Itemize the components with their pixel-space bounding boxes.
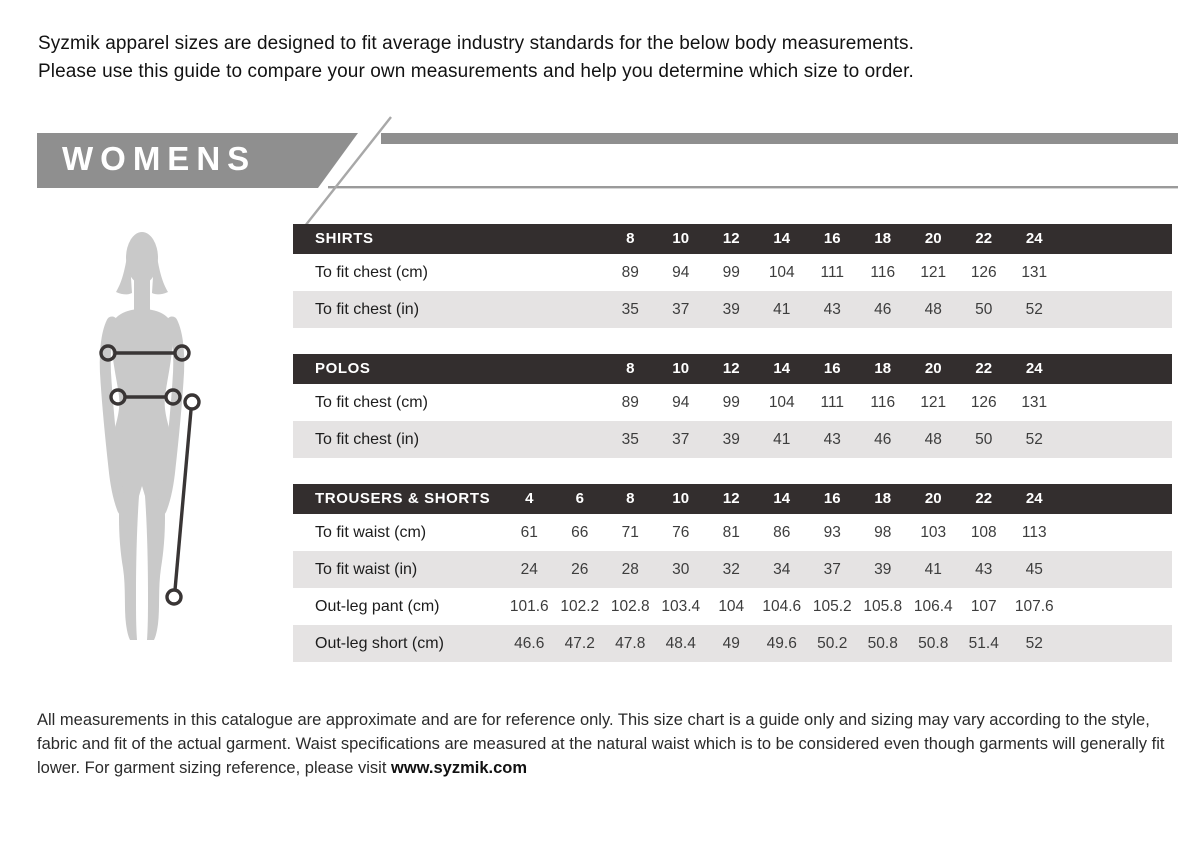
size-header-cell: 10 [672, 360, 690, 377]
value-cell: 81 [722, 524, 740, 541]
value-cell: 50 [975, 431, 993, 448]
row-filler [1060, 291, 1173, 328]
value-cell: 32 [722, 561, 740, 578]
value-cell: 101.6 [509, 598, 549, 615]
size-table-polos [293, 354, 1172, 458]
size-header-cell: 18 [874, 490, 892, 507]
row-filler [1060, 588, 1173, 625]
value-cell [504, 254, 555, 291]
value-cell: 104 [718, 598, 745, 615]
value-cell: 37 [823, 561, 841, 578]
value-cell: 102.2 [560, 598, 600, 615]
value-cell: 104.6 [762, 598, 802, 615]
value-cell: 45 [1025, 561, 1043, 578]
size-header-cell: 24 [1025, 360, 1043, 377]
size-header-cell: 18 [874, 230, 892, 247]
value-cell: 52 [1025, 301, 1043, 318]
size-header-cell: 20 [924, 360, 942, 377]
table-title: SHIRTS [315, 230, 374, 247]
value-cell: 131 [1021, 394, 1048, 411]
table-row [293, 291, 1172, 328]
value-cell: 43 [975, 561, 993, 578]
table-row [293, 384, 1172, 421]
value-cell: 111 [820, 394, 845, 411]
value-cell: 52 [1025, 635, 1043, 652]
value-cell [504, 291, 555, 328]
value-cell: 43 [823, 431, 841, 448]
female-body-silhouette-icon [105, 232, 179, 640]
row-filler [1060, 514, 1173, 551]
size-table-shirts [293, 224, 1172, 328]
table-header-row [293, 484, 1172, 514]
row-label: Out-leg pant (cm) [315, 598, 440, 615]
value-cell: 30 [672, 561, 690, 578]
size-header-cell: 16 [823, 360, 841, 377]
disclaimer-body: All measurements in this catalogue are approximate and are for reference only. This size chart is a guide only and sizing may vary according to the style, fabric and fit of the actual garment. Waist specifications are measured at the natural waist which is to be considered even though garments will generally fit lower. For garment sizing reference, please visit [37, 711, 1165, 777]
size-header-cell: 14 [773, 230, 791, 247]
value-cell: 52 [1025, 431, 1043, 448]
womens-banner [0, 112, 1202, 230]
value-cell: 49 [722, 635, 740, 652]
size-header-cell: 22 [975, 360, 993, 377]
size-header-cell: 20 [924, 230, 942, 247]
intro-line-1: Syzmik apparel sizes are designed to fit average industry standards for the below body measurements. [38, 33, 915, 54]
size-header-cell: 14 [773, 360, 791, 377]
value-cell: 41 [773, 431, 791, 448]
size-header-cell: 8 [626, 490, 635, 507]
value-cell: 47.2 [564, 635, 595, 652]
value-cell: 51.4 [968, 635, 999, 652]
value-cell: 111 [820, 264, 845, 281]
size-header-cell: 12 [722, 360, 740, 377]
value-cell: 94 [672, 394, 690, 411]
size-table-trousers-shorts [293, 484, 1172, 662]
row-filler [1060, 551, 1173, 588]
value-cell: 46 [874, 431, 892, 448]
value-cell: 113 [1021, 524, 1047, 541]
row-label: To fit chest (in) [315, 301, 420, 318]
size-header-cell: 6 [575, 490, 584, 507]
value-cell: 108 [970, 524, 997, 541]
value-cell: 41 [773, 301, 791, 318]
size-header-cell [555, 354, 606, 384]
value-cell: 43 [823, 301, 841, 318]
value-cell: 103 [920, 524, 947, 541]
size-header-cell: 24 [1025, 490, 1043, 507]
value-cell: 126 [970, 394, 997, 411]
value-cell [555, 254, 606, 291]
size-header-cell: 24 [1025, 230, 1043, 247]
size-header-cell [555, 224, 606, 254]
size-header-cell: 10 [672, 490, 690, 507]
size-header-cell: 20 [924, 490, 942, 507]
row-label: To fit chest (in) [315, 431, 420, 448]
value-cell: 98 [874, 524, 892, 541]
size-header-cell: 10 [672, 230, 690, 247]
value-cell: 104 [768, 264, 795, 281]
row-filler [1060, 625, 1173, 662]
value-cell: 76 [672, 524, 690, 541]
table-row [293, 254, 1172, 291]
size-header-cell [504, 354, 555, 384]
value-cell: 35 [621, 301, 639, 318]
value-cell: 37 [672, 301, 690, 318]
value-cell: 116 [870, 264, 896, 281]
value-cell: 48 [924, 301, 942, 318]
value-cell: 41 [924, 561, 942, 578]
row-filler [1060, 384, 1173, 421]
value-cell: 105.8 [863, 598, 903, 615]
size-header-cell: 8 [626, 360, 635, 377]
value-cell: 50.2 [817, 635, 848, 652]
row-label: To fit waist (cm) [315, 524, 427, 541]
table-row [293, 551, 1172, 588]
value-cell: 71 [621, 524, 639, 541]
value-cell: 131 [1021, 264, 1048, 281]
intro-line-2: Please use this guide to compare your own measurements and help you determine which size to order. [38, 61, 914, 82]
value-cell: 34 [773, 561, 791, 578]
size-header-cell: 14 [773, 490, 791, 507]
value-cell [555, 421, 606, 458]
row-label: Out-leg short (cm) [315, 635, 444, 652]
row-label: To fit chest (cm) [315, 264, 428, 281]
value-cell: 24 [520, 561, 538, 578]
value-cell: 102.8 [610, 598, 650, 615]
size-header-cell: 16 [823, 490, 841, 507]
value-cell: 116 [870, 394, 896, 411]
value-cell: 107 [970, 598, 997, 615]
value-cell: 107.6 [1014, 598, 1054, 615]
value-cell: 46 [874, 301, 892, 318]
header-filler [1060, 484, 1173, 514]
disclaimer-text [37, 708, 1183, 780]
value-cell [555, 384, 606, 421]
value-cell [555, 291, 606, 328]
value-cell: 121 [920, 264, 947, 281]
value-cell: 39 [722, 431, 740, 448]
table-row [293, 588, 1172, 625]
size-header-cell: 12 [722, 490, 740, 507]
size-header-cell: 12 [722, 230, 740, 247]
row-filler [1060, 421, 1173, 458]
value-cell: 93 [823, 524, 841, 541]
value-cell: 50.8 [867, 635, 898, 652]
row-label: To fit waist (in) [315, 561, 418, 578]
value-cell: 105.2 [812, 598, 852, 615]
value-cell: 61 [520, 524, 538, 541]
value-cell: 121 [920, 394, 947, 411]
row-label: To fit chest (cm) [315, 394, 428, 411]
value-cell: 106.4 [913, 598, 953, 615]
table-row [293, 514, 1172, 551]
size-header-cell: 18 [874, 360, 892, 377]
size-header-cell: 22 [975, 230, 993, 247]
value-cell: 50.8 [918, 635, 949, 652]
syzmik-link[interactable]: www.syzmik.com [391, 759, 528, 777]
female-silhouette-figure [70, 216, 300, 646]
value-cell: 48 [924, 431, 942, 448]
value-cell: 50 [975, 301, 993, 318]
value-cell: 37 [672, 431, 690, 448]
table-header-row [293, 354, 1172, 384]
value-cell: 126 [970, 264, 997, 281]
table-row [293, 625, 1172, 662]
value-cell: 94 [672, 264, 690, 281]
size-tables [293, 224, 1172, 688]
value-cell: 28 [621, 561, 639, 578]
value-cell: 89 [621, 264, 639, 281]
value-cell: 66 [571, 524, 589, 541]
size-header-cell: 4 [525, 490, 534, 507]
value-cell [504, 421, 555, 458]
value-cell: 99 [722, 264, 740, 281]
table-row [293, 421, 1172, 458]
size-header-cell: 8 [626, 230, 635, 247]
table-title: POLOS [315, 360, 371, 377]
value-cell: 86 [773, 524, 791, 541]
value-cell: 48.4 [665, 635, 696, 652]
value-cell: 46.6 [514, 635, 545, 652]
table-title: TROUSERS & SHORTS [315, 490, 491, 507]
value-cell: 104 [768, 394, 795, 411]
header-filler [1060, 354, 1173, 384]
intro-text [38, 30, 1158, 86]
table-header-row [293, 224, 1172, 254]
value-cell: 39 [874, 561, 892, 578]
row-filler [1060, 254, 1173, 291]
header-filler [1060, 224, 1173, 254]
value-cell [504, 384, 555, 421]
value-cell: 49.6 [766, 635, 797, 652]
value-cell: 35 [621, 431, 639, 448]
value-cell: 47.8 [615, 635, 646, 652]
size-header-cell: 22 [975, 490, 993, 507]
size-header-cell [504, 224, 555, 254]
value-cell: 99 [722, 394, 740, 411]
banner-title: WOMENS [62, 140, 257, 177]
size-header-cell: 16 [823, 230, 841, 247]
value-cell: 39 [722, 301, 740, 318]
value-cell: 26 [571, 561, 589, 578]
value-cell: 89 [621, 394, 639, 411]
value-cell: 103.4 [661, 598, 701, 615]
